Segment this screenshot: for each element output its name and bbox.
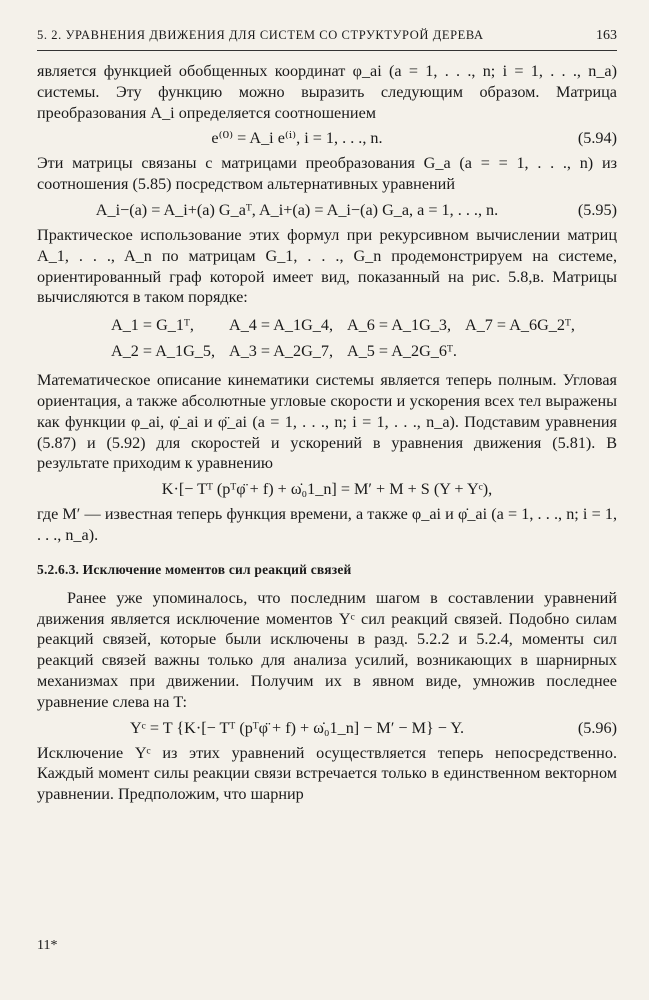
equation-body: A_i−(a) = A_i+(a) G_aᵀ, A_i+(a) = A_i−(a) G_a, a = 1, . . ., n.	[95, 200, 499, 219]
paragraph-2: Эти матрицы связаны с матрицами преобразования G_a (a = = 1, . . ., n) из соотношения (5.85) посредством альтернативных уравнений	[37, 154, 617, 194]
equation-motion	[37, 478, 617, 500]
equation-number: (5.96)	[577, 718, 617, 737]
equation-body: e⁽⁰⁾ = A_i e⁽ⁱ⁾, i = 1, . . ., n.	[211, 129, 383, 148]
equation-5-95	[37, 199, 617, 221]
equation-body: K·[− Tᵀ (pᵀφ̈ + f) + ω̇₀1_n] = M′ + M + S (Y + Yᶜ),	[161, 480, 493, 499]
equation-item: A_3 = A_2G_7,	[229, 342, 334, 361]
signature-mark: 11*	[37, 938, 58, 953]
equation-item: A_5 = A_2G_6ᵀ.	[347, 342, 457, 361]
paragraph-5: где M′ — известная теперь функция времени, а также φ_ai и φ̇_ai (a = 1, . . ., n; i = 1, . . ., n_a).	[37, 505, 617, 544]
section-heading: 5.2.6.3. Исключение моментов сил реакций связей	[37, 561, 352, 577]
equation-5-96	[37, 717, 617, 739]
equation-number: (5.94)	[577, 129, 617, 148]
running-header	[37, 28, 617, 51]
equation-item: A_4 = A_1G_4,	[229, 316, 334, 335]
equation-row-2	[111, 338, 617, 364]
page-number: 163	[596, 28, 617, 43]
equation-item: A_1 = G_1ᵀ,	[111, 316, 194, 335]
paragraph-6: Ранее уже упоминалось, что последним шагом в составлении уравнений движения является исключение моментов Yᶜ сил реакций связей. Подобно силам реакций связей, которые были исключены в разд. 5.2.2 и 5.2.4, моменты сил реакций связей важны только для анализа усилий, возникающих в шарнирных механизмах при движении. Получим их в явном виде, умножив последнее уравнение слева на T:	[37, 588, 617, 711]
matrix-order-equations	[37, 312, 617, 364]
paragraph-4: Математическое описание кинематики системы является теперь полным. Угловая ориентация, а также абсолютные угловые скорости и ускорения всех тел выражены как функции φ_ai, φ̇_ai и φ̈_ai (a = 1, . . ., n; i = 1, . . ., n_a). Подставим уравнения (5.87) и (5.92) для скоростей и ускорений в уравнения движения (5.81). В результате приходим к уравнению	[37, 371, 617, 473]
paragraph-3: Практическое использование этих формул при рекурсивном вычислении матриц A_1, . . ., A_n по матрицам G_1, . . ., G_n продемонстрируем на системе, ориентированный граф которой имеет вид, показанный на рис. 5.8,в. Матрицы вычисляются в таком порядке:	[37, 225, 617, 307]
equation-item: A_2 = A_1G_5,	[111, 342, 216, 361]
equation-row-1	[111, 312, 617, 338]
equation-number: (5.95)	[577, 200, 617, 219]
equation-item: A_6 = A_1G_3,	[347, 316, 452, 335]
header-title: 5. 2. УРАВНЕНИЯ ДВИЖЕНИЯ ДЛЯ СИСТЕМ СО СТРУКТУРОЙ ДЕРЕВА	[37, 28, 484, 42]
paragraph-7: Исключение Yᶜ из этих уравнений осуществляется теперь непосредственно. Каждый момент силы реакции связи встречается только в единственном векторном уравнении. Предположим, что шарнир	[37, 743, 617, 804]
paragraph-1: является функцией обобщенных координат φ_ai (a = 1, . . ., n; i = 1, . . ., n_a) системы. Эту функцию можно выразить следующим образом. Матрица преобразования A_i определяется соотношением	[37, 62, 617, 122]
equation-body: Yᶜ = T {K·[− Tᵀ (pᵀφ̈ + f) + ω̇₀1_n] − M′ − M} − Y.	[129, 718, 465, 737]
equation-5-94	[37, 127, 617, 149]
equation-item: A_7 = A_6G_2ᵀ,	[465, 316, 575, 335]
